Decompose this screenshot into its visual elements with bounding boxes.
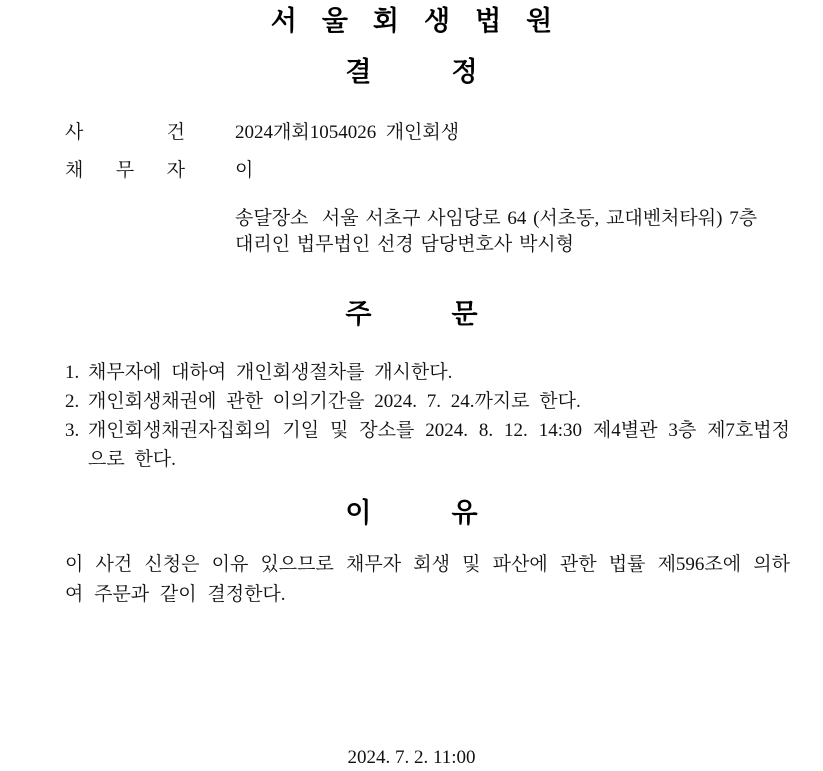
order-item-number: 2. — [65, 391, 80, 412]
order-item — [65, 416, 790, 474]
debtor-label-char: 채 — [65, 160, 84, 181]
reason-heading — [0, 498, 823, 528]
reason-heading-char-left: 이 — [345, 498, 372, 528]
order-item-text: 채무자에 대하여 개인회생절차를 개시한다. — [88, 362, 453, 383]
debtor-row — [65, 157, 823, 184]
decision-heading-char-left: 결 — [345, 57, 372, 87]
debtor-label — [65, 157, 185, 184]
case-label-char: 사 — [65, 122, 84, 143]
debtor-name: 이 — [235, 160, 254, 181]
decision-heading — [0, 57, 823, 87]
decision-datetime: 2024. 7. 2. 11:00 — [347, 747, 476, 768]
order-item — [65, 387, 790, 416]
decision-heading-char-right: 정 — [451, 57, 478, 87]
service-address-line: 송달장소 서울 서초구 사임당로 64 (서초동, 교대벤처타워) 7층 — [235, 208, 758, 229]
debtor-label-char: 무 — [115, 160, 135, 181]
order-list — [65, 358, 790, 474]
reason-paragraph: 이 사건 신청은 이유 있으므로 채무자 회생 및 파산에 관한 법률 제596조에 의하여 주문과 같이 결정한다. — [65, 554, 790, 605]
order-item-text: 개인회생채권자집회의 기일 및 장소를 2024. 8. 12. 14:30 제4별관 3층 제7호법정으로 한다. — [88, 420, 790, 470]
order-heading — [0, 299, 823, 329]
order-item — [65, 358, 790, 387]
order-item-text: 개인회생채권에 관한 이의기간을 2024. 7. 24.까지로 한다. — [88, 391, 581, 412]
order-heading-char-right: 문 — [451, 299, 478, 329]
reason-heading-char-right: 유 — [451, 498, 478, 528]
case-number-label — [65, 119, 185, 146]
court-name-text: 서울회생법원 — [270, 6, 578, 36]
case-number-value: 2024개회1054026 개인회생 — [235, 122, 460, 143]
attorney-line: 대리인 법무법인 선경 담당변호사 박시형 — [235, 234, 575, 255]
order-item-number: 3. — [65, 420, 80, 441]
court-name-title — [0, 0, 823, 36]
case-info-section — [0, 119, 823, 258]
case-number-row — [65, 119, 823, 146]
order-item-number: 1. — [65, 362, 80, 383]
debtor-label-char: 자 — [166, 160, 185, 181]
case-label-char: 건 — [166, 122, 185, 143]
order-heading-char-left: 주 — [345, 299, 372, 329]
debtor-address-block — [235, 206, 793, 258]
